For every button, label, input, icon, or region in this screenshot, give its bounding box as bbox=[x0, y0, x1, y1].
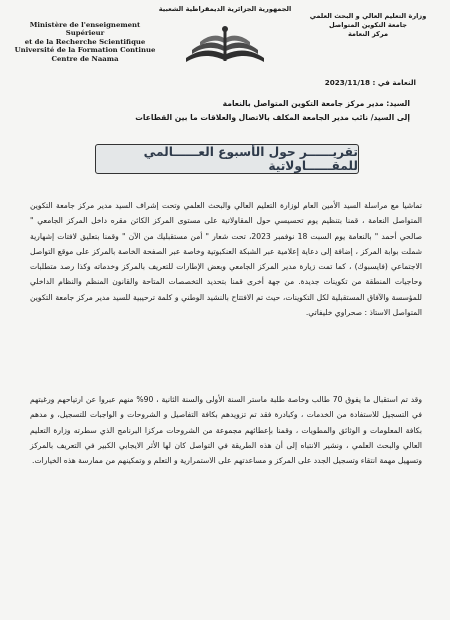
sender-line: السيد: مدير مركز جامعة التكوين المتواصل بالنعامة bbox=[222, 99, 410, 108]
document-date: النعامة في : 2023/11/18 bbox=[324, 78, 416, 87]
header-arabic-institution bbox=[298, 12, 438, 39]
body-paragraph: تماشيا مع مراسلة السيد الأمين العام لوزارة التعليم العالي والبحث العلمي وتحت إشراف السيد مدير مركز جامعة التكوين المتواصل النعامة ، قمنا بتنظيم يوم تحسيسي حول المقاولاتية على مستوى المركز الكائن مقره داخل المركز الجامعي " صالحي أحمد " بالنعامة يوم السبت 18 نوفمبر 2023، تحت شعار " أمن مستقبليك من الآن " وقمنا بتعليق لافتات إشهارية شملت بوابة المركز ، إضافة إلى دعاية إعلامية عبر الشبكة العنكبوتية وخاصة عبر الصفحة الخاصة بالمركز على موقع التواصل الاجتماعي (فايسبوك) ، كما تمت زيارة مدير المركز الجامعي وبعض الإطارات للتعريف بالمركز وخدماته وكذا رصد متطلبات وحاجيات المنطقة من تكوينات جديدة. من جهة أخرى قمنا بتحديد التخصصات المتاحة والقانون المنظم والنظام الداخلي للمؤسسة والآفاق المستقبلية لكل التكوينات، حيث تم الافتتاح بالنشيد الوطني و كلمة ترحيبية للسيد مدير مركز جامعة التكوين المتواصل الاستاذ : صحراوي خليفاتي. bbox=[30, 201, 423, 318]
header-french-line: Ministère de l'enseignement Supérieur bbox=[29, 21, 141, 38]
header-french-line: et de la Recherche Scientifique bbox=[24, 37, 146, 46]
recipient-line: إلى السيد/ نائب مدير الجامعة المكلف بالاتصال والعلاقات ما بين القطاعات bbox=[135, 113, 410, 122]
body-paragraph: وقد تم استقبال ما يفوق 70 طالب وخاصة طلبة ماستر السنة الأولى والسنة الثانية ، 90% منهم عبروا عن ارتياحهم ورغبتهم في التسجيل للاستفادة من الخدمات ، وكبادرة فقد تم تزويدهم بكافة التفاصيل و الشروحات و الواجبات للتسجيل، و مدهم بكافة المعلومات و الوثائق والمطويات ، وقمنا بإعطائهم مجموعة من الشروحات مركزا البرنامج الذي سطرته وزارة التعليم العالي والبحث العلمي ، ونشير الانتباه إلى أن هذه الطريقة في التواصل كان لها الأثر الايجابي الكبير في التعريف بالمركز وتسهيل مهمة انتقاء وتسجيل الجدد على المركز و مساعدتهم على الاستمرارية و التعلم و وتمكينهم من ممارسة هذه الخيارات. bbox=[30, 395, 422, 466]
university-logo bbox=[180, 24, 270, 66]
header-french-institution bbox=[10, 21, 160, 63]
republic-heading: الجمهورية الجزائرية الديمقراطية الشعبية bbox=[158, 5, 292, 13]
header-arabic-line: وزارة التعليم العالي و البحث العلمي bbox=[309, 12, 427, 20]
header-french-line: Centre de Naama bbox=[51, 54, 119, 63]
report-title: تقريــــــر حول الأسبوع العــــــالمي للمقــــــاولاتية bbox=[143, 145, 358, 173]
header-french-line: Université de la Formation Continue bbox=[14, 46, 156, 55]
title-box bbox=[95, 144, 359, 174]
header-arabic-line: مركز النعامة bbox=[347, 30, 389, 38]
header-arabic-line: جامعة التكوين المتواصل bbox=[329, 21, 407, 29]
